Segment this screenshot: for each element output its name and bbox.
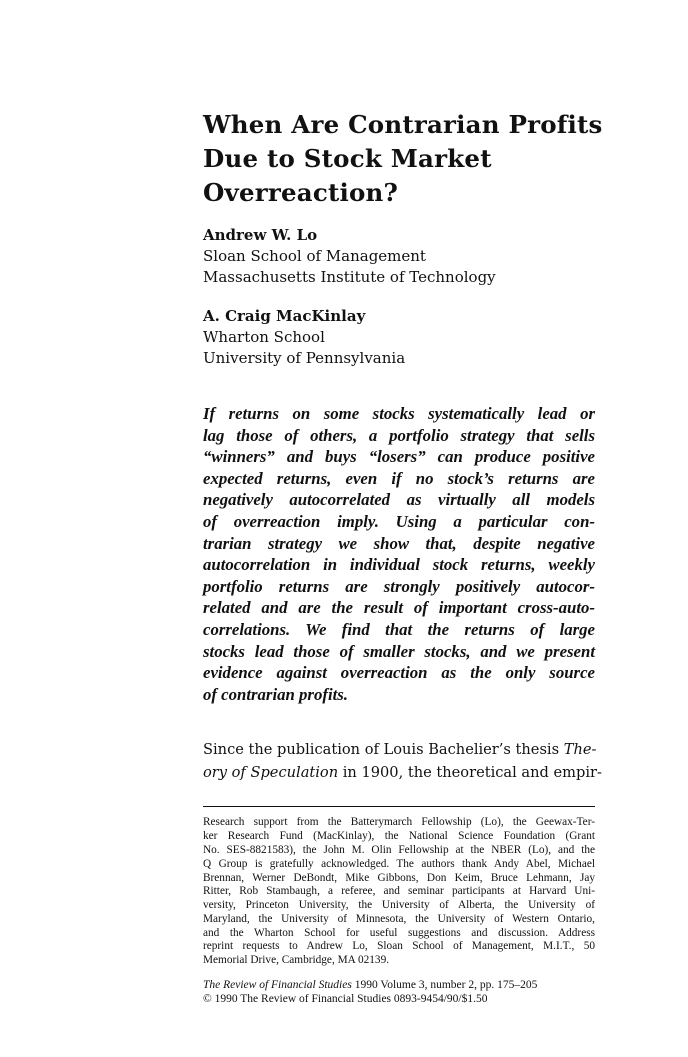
author-name: Andrew W. Lo	[203, 226, 318, 244]
footnote-line: versity, Princeton University, the University of Alberta, the University of	[203, 899, 595, 912]
abstract-line: evidence against overreaction as the only source	[203, 663, 595, 683]
journal-name: The Review of Financial Studies	[203, 979, 352, 992]
author-lo	[203, 225, 595, 288]
body-text: in 1900, the theoretical and empir-	[338, 764, 602, 782]
footnote-line: Memorial Drive, Cambridge, MA 02139.	[203, 954, 390, 967]
abstract-line: negatively autocorrelated as virtually all models	[203, 490, 595, 510]
paper-title	[203, 108, 603, 210]
abstract-line: portfolio returns are strongly positively autocor-	[203, 576, 595, 596]
abstract-line: If returns on some stocks systematically lead or	[203, 404, 595, 423]
abstract-line: autocorrelation in individual stock returns, weekly	[203, 555, 595, 575]
footnote-line: Ritter, Rob Stambaugh, a referee, and seminar participants at Harvard Uni-	[203, 885, 595, 898]
footnote-line: No. SES-8821583), the John M. Olin Fellowship at the NBER (Lo), and the	[203, 843, 595, 856]
abstract-line: of contrarian profits.	[203, 684, 348, 704]
footnote-divider	[203, 806, 595, 807]
footnote-line: Research support from the Batterymarch Fellowship (Lo), the Geewax-Ter-	[203, 816, 595, 829]
body-text: Since the publication of Louis Bachelier’s thesis	[203, 741, 564, 759]
footnote-line: Brennan, Werner DeBondt, Mike Gibbons, Don Keim, Bruce Lehmann, Jay	[203, 871, 595, 884]
body-line	[203, 761, 602, 784]
abstract-line: related and are the result of important cross-auto-	[203, 598, 595, 618]
footnote-line: ker Research Fund (MacKinlay), the National Science Foundation (Grant	[203, 830, 595, 843]
body-paragraph	[203, 738, 602, 784]
footnote-line: and the Wharton School for useful suggestions and discussion. Address	[203, 926, 595, 939]
author-affiliation: Massachusetts Institute of Technology	[203, 268, 496, 286]
author-name: A. Craig MacKinlay	[203, 307, 366, 325]
journal-citation	[203, 978, 595, 1006]
body-italic: ory of Speculation	[203, 764, 339, 782]
abstract-line: “winners” and buys “losers” can produce positive	[203, 447, 595, 467]
footnote-line: Maryland, the University of Minnesota, the University of Western Ontario,	[203, 912, 595, 925]
abstract	[203, 403, 595, 705]
author-affiliation: University of Pennsylvania	[203, 349, 406, 367]
abstract-line: correlations. We find that the returns of large	[203, 619, 595, 639]
body-line	[203, 738, 595, 761]
author-affiliation: Sloan School of Management	[203, 247, 426, 265]
abstract-line: lag those of others, a portfolio strategy that sells	[203, 425, 595, 445]
acknowledgment-footnote	[203, 816, 595, 968]
title-line: Overreaction?	[203, 178, 399, 207]
abstract-line: expected returns, even if no stock’s returns are	[203, 468, 595, 488]
citation-line	[203, 978, 595, 992]
footnote-line: Q Group is gratefully acknowledged. The authors thank Andy Abel, Michael	[203, 857, 595, 870]
body-italic: The-	[563, 741, 597, 759]
author-mackinlay	[203, 306, 595, 369]
footnote-line: reprint requests to Andrew Lo, Sloan School of Management, M.I.T., 50	[203, 940, 595, 953]
title-line: Due to Stock Market	[203, 144, 492, 173]
copyright-line: © 1990 The Review of Financial Studies 0893-9454/90/$1.50	[203, 993, 488, 1006]
author-affiliation: Wharton School	[203, 328, 325, 346]
abstract-line: trarian strategy we show that, despite negative	[203, 533, 595, 553]
title-line: When Are Contrarian Profits	[203, 110, 603, 139]
citation-details: 1990 Volume 3, number 2, pp. 175–205	[351, 979, 538, 992]
abstract-line: of overreaction imply. Using a particular con-	[203, 511, 595, 531]
abstract-line: stocks lead those of smaller stocks, and we present	[203, 641, 595, 661]
paper-first-page	[203, 108, 603, 1006]
